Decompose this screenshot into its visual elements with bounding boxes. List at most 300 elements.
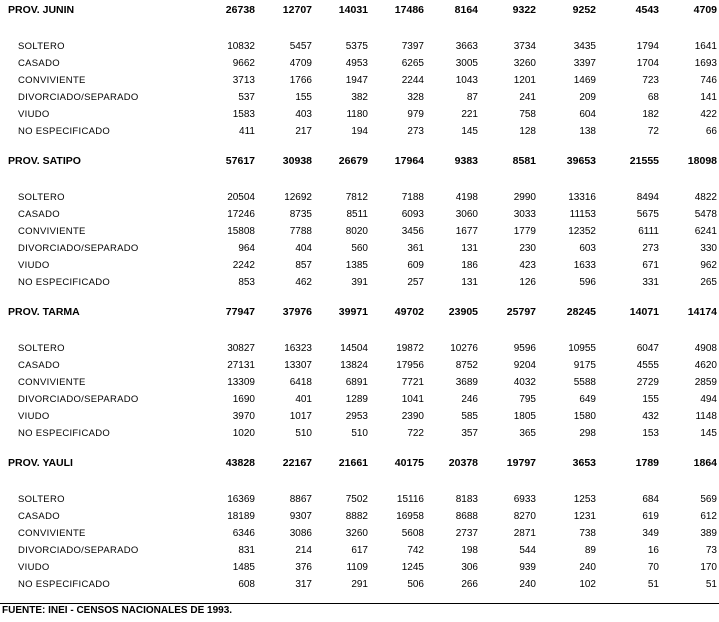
value-cell: 9662	[232, 58, 255, 69]
value-cell: 39653	[566, 155, 596, 167]
value-cell: 857	[295, 260, 312, 271]
value-cell: 9596	[513, 343, 536, 354]
row-label: CONVIVIENTE	[18, 75, 86, 86]
table-row	[0, 208, 719, 222]
value-cell: 742	[407, 545, 424, 556]
value-cell: 23905	[448, 306, 478, 318]
value-cell: 240	[579, 562, 596, 573]
value-cell: 1794	[636, 41, 659, 52]
table-row	[0, 359, 719, 373]
value-cell: 13316	[568, 192, 596, 203]
value-cell: 128	[519, 126, 536, 137]
value-cell: 964	[238, 243, 255, 254]
value-cell: 3663	[455, 41, 478, 52]
row-label: CASADO	[18, 58, 60, 69]
value-cell: 20378	[448, 457, 478, 469]
value-cell: 7502	[345, 494, 368, 505]
value-cell: 17486	[394, 4, 424, 16]
value-cell: 4198	[455, 192, 478, 203]
value-cell: 217	[295, 126, 312, 137]
value-cell: 145	[461, 126, 478, 137]
value-cell: 11153	[569, 209, 596, 220]
value-cell: 3060	[455, 209, 478, 220]
value-cell: 241	[519, 92, 536, 103]
value-cell: 18098	[687, 155, 717, 167]
value-cell: 240	[519, 579, 536, 590]
value-cell: 89	[584, 545, 596, 556]
value-cell: 596	[579, 277, 596, 288]
value-cell: 14174	[687, 306, 717, 318]
value-cell: 68	[647, 92, 659, 103]
value-cell: 723	[642, 75, 659, 86]
value-cell: 19797	[506, 457, 536, 469]
value-cell: 49702	[394, 306, 424, 318]
value-cell: 1385	[345, 260, 368, 271]
value-cell: 423	[519, 260, 536, 271]
value-cell: 1485	[232, 562, 255, 573]
province-name: PROV. TARMA	[8, 306, 80, 318]
value-cell: 671	[642, 260, 659, 271]
value-cell: 6111	[638, 226, 659, 237]
value-cell: 7397	[401, 41, 424, 52]
value-cell: 57617	[225, 155, 255, 167]
value-cell: 273	[407, 126, 424, 137]
value-cell: 2737	[455, 528, 478, 539]
value-cell: 27131	[227, 360, 255, 371]
value-cell: 4709	[289, 58, 312, 69]
value-cell: 1201	[513, 75, 536, 86]
value-cell: 13307	[284, 360, 312, 371]
row-label: NO ESPECIFICADO	[18, 579, 111, 590]
value-cell: 20504	[227, 192, 255, 203]
value-cell: 153	[642, 428, 659, 439]
value-cell: 8183	[455, 494, 478, 505]
value-cell: 28245	[566, 306, 596, 318]
row-label: DIVORCIADO/SEPARADO	[18, 394, 139, 405]
value-cell: 6933	[513, 494, 536, 505]
value-cell: 4555	[636, 360, 659, 371]
value-cell: 9204	[513, 360, 536, 371]
value-cell: 403	[295, 109, 312, 120]
value-cell: 9252	[572, 4, 596, 16]
table-row	[0, 125, 719, 139]
table-row	[0, 342, 719, 356]
province-total-row	[0, 3, 719, 17]
value-cell: 77947	[225, 306, 255, 318]
value-cell: 3260	[345, 528, 368, 539]
value-cell: 25797	[506, 306, 536, 318]
table-row	[0, 91, 719, 105]
value-cell: 3260	[513, 58, 536, 69]
value-cell: 1704	[636, 58, 659, 69]
table-row	[0, 225, 719, 239]
value-cell: 194	[351, 126, 368, 137]
value-cell: 3397	[573, 58, 596, 69]
value-cell: 4908	[694, 343, 717, 354]
value-cell: 853	[238, 277, 255, 288]
row-label: SOLTERO	[18, 343, 65, 354]
value-cell: 7721	[401, 377, 424, 388]
value-cell: 186	[461, 260, 478, 271]
value-cell: 5675	[636, 209, 659, 220]
value-cell: 145	[700, 428, 717, 439]
row-label: CONVIVIENTE	[18, 528, 86, 539]
value-cell: 738	[579, 528, 596, 539]
value-cell: 13824	[340, 360, 368, 371]
row-label: VIUDO	[18, 411, 50, 422]
value-cell: 12707	[282, 4, 312, 16]
value-cell: 15116	[396, 494, 424, 505]
value-cell: 1289	[345, 394, 368, 405]
value-cell: 3456	[401, 226, 424, 237]
value-cell: 1641	[694, 41, 717, 52]
value-cell: 16369	[227, 494, 255, 505]
value-cell: 7188	[401, 192, 424, 203]
value-cell: 1583	[232, 109, 255, 120]
value-cell: 37976	[282, 306, 312, 318]
value-cell: 608	[238, 579, 255, 590]
value-cell: 9175	[573, 360, 596, 371]
value-cell: 14504	[340, 343, 368, 354]
row-label: CASADO	[18, 209, 60, 220]
value-cell: 3005	[455, 58, 478, 69]
table-row	[0, 191, 719, 205]
value-cell: 6241	[694, 226, 717, 237]
table-row	[0, 493, 719, 507]
value-cell: 1020	[232, 428, 255, 439]
value-cell: 609	[407, 260, 424, 271]
value-cell: 8270	[513, 511, 536, 522]
value-cell: 182	[642, 109, 659, 120]
value-cell: 6047	[636, 343, 659, 354]
value-cell: 8735	[289, 209, 312, 220]
value-cell: 537	[238, 92, 255, 103]
value-cell: 2242	[232, 260, 255, 271]
value-cell: 3689	[455, 377, 478, 388]
value-cell: 330	[700, 243, 717, 254]
value-cell: 1245	[401, 562, 424, 573]
table-row	[0, 74, 719, 88]
value-cell: 462	[295, 277, 312, 288]
value-cell: 569	[700, 494, 717, 505]
value-cell: 22167	[282, 457, 312, 469]
row-label: NO ESPECIFICADO	[18, 277, 111, 288]
value-cell: 12352	[568, 226, 596, 237]
table-row	[0, 376, 719, 390]
value-cell: 26679	[338, 155, 368, 167]
value-cell: 722	[407, 428, 424, 439]
value-cell: 66	[705, 126, 717, 137]
value-cell: 2953	[345, 411, 368, 422]
row-label: CONVIVIENTE	[18, 377, 86, 388]
value-cell: 4709	[693, 4, 717, 16]
value-cell: 684	[642, 494, 659, 505]
value-cell: 619	[642, 511, 659, 522]
value-cell: 8882	[345, 511, 368, 522]
value-cell: 51	[705, 579, 717, 590]
value-cell: 422	[700, 109, 717, 120]
value-cell: 12692	[284, 192, 312, 203]
value-cell: 4953	[345, 58, 368, 69]
value-cell: 357	[461, 428, 478, 439]
row-label: CONVIVIENTE	[18, 226, 86, 237]
value-cell: 14071	[629, 306, 659, 318]
value-cell: 349	[642, 528, 659, 539]
value-cell: 1041	[401, 394, 424, 405]
value-cell: 6418	[289, 377, 312, 388]
value-cell: 6891	[345, 377, 368, 388]
value-cell: 382	[351, 92, 368, 103]
row-label: NO ESPECIFICADO	[18, 428, 111, 439]
value-cell: 3713	[232, 75, 255, 86]
value-cell: 10832	[227, 41, 255, 52]
value-cell: 361	[407, 243, 424, 254]
value-cell: 198	[461, 545, 478, 556]
value-cell: 3086	[289, 528, 312, 539]
value-cell: 14031	[338, 4, 368, 16]
value-cell: 51	[647, 579, 659, 590]
value-cell: 758	[519, 109, 536, 120]
value-cell: 560	[351, 243, 368, 254]
value-cell: 510	[295, 428, 312, 439]
row-label: SOLTERO	[18, 192, 65, 203]
value-cell: 2871	[513, 528, 536, 539]
value-cell: 432	[642, 411, 659, 422]
value-cell: 1693	[694, 58, 717, 69]
value-cell: 5375	[345, 41, 368, 52]
value-cell: 7812	[345, 192, 368, 203]
value-cell: 411	[239, 126, 255, 137]
province-total-row	[0, 305, 719, 319]
value-cell: 979	[407, 109, 424, 120]
value-cell: 8164	[454, 4, 478, 16]
value-cell: 306	[461, 562, 478, 573]
value-cell: 1231	[573, 511, 596, 522]
value-cell: 1690	[232, 394, 255, 405]
row-label: DIVORCIADO/SEPARADO	[18, 545, 139, 556]
value-cell: 30938	[282, 155, 312, 167]
value-cell: 73	[705, 545, 717, 556]
value-cell: 13309	[227, 377, 255, 388]
value-cell: 328	[407, 92, 424, 103]
value-cell: 72	[647, 126, 659, 137]
value-cell: 962	[700, 260, 717, 271]
value-cell: 4822	[694, 192, 717, 203]
value-cell: 17956	[396, 360, 424, 371]
table-row	[0, 527, 719, 541]
value-cell: 138	[579, 126, 596, 137]
value-cell: 376	[295, 562, 312, 573]
value-cell: 649	[579, 394, 596, 405]
value-cell: 26738	[225, 4, 255, 16]
value-cell: 291	[351, 579, 368, 590]
value-cell: 155	[642, 394, 659, 405]
value-cell: 2990	[513, 192, 536, 203]
value-cell: 3734	[513, 41, 536, 52]
value-cell: 2244	[401, 75, 424, 86]
row-label: SOLTERO	[18, 494, 65, 505]
value-cell: 102	[579, 579, 596, 590]
value-cell: 21661	[338, 457, 368, 469]
value-cell: 8494	[636, 192, 659, 203]
value-cell: 155	[295, 92, 312, 103]
row-label: VIUDO	[18, 562, 50, 573]
value-cell: 939	[519, 562, 536, 573]
value-cell: 16323	[284, 343, 312, 354]
value-cell: 8867	[289, 494, 312, 505]
value-cell: 15808	[227, 226, 255, 237]
value-cell: 5457	[289, 41, 312, 52]
value-cell: 1779	[513, 226, 536, 237]
value-cell: 3435	[573, 41, 596, 52]
value-cell: 17246	[227, 209, 255, 220]
value-cell: 8581	[512, 155, 536, 167]
table-row	[0, 57, 719, 71]
value-cell: 16	[647, 545, 659, 556]
value-cell: 8752	[455, 360, 478, 371]
value-cell: 246	[461, 394, 478, 405]
value-cell: 7788	[289, 226, 312, 237]
value-cell: 6265	[401, 58, 424, 69]
value-cell: 365	[519, 428, 536, 439]
value-cell: 617	[351, 545, 368, 556]
table-row	[0, 40, 719, 54]
table-row	[0, 510, 719, 524]
row-label: DIVORCIADO/SEPARADO	[18, 92, 139, 103]
value-cell: 40175	[394, 457, 424, 469]
table-row	[0, 578, 719, 592]
row-label: SOLTERO	[18, 41, 65, 52]
value-cell: 1580	[573, 411, 596, 422]
value-cell: 209	[579, 92, 596, 103]
value-cell: 1864	[693, 457, 717, 469]
value-cell: 1109	[346, 562, 368, 573]
value-cell: 544	[519, 545, 536, 556]
value-cell: 1677	[455, 226, 478, 237]
row-label: NO ESPECIFICADO	[18, 126, 111, 137]
value-cell: 9307	[289, 511, 312, 522]
value-cell: 2390	[401, 411, 424, 422]
value-cell: 5478	[694, 209, 717, 220]
value-cell: 126	[519, 277, 536, 288]
value-cell: 19872	[396, 343, 424, 354]
footer-divider	[0, 603, 719, 604]
value-cell: 604	[579, 109, 596, 120]
value-cell: 230	[519, 243, 536, 254]
value-cell: 746	[700, 75, 717, 86]
value-cell: 612	[700, 511, 717, 522]
value-cell: 6093	[401, 209, 424, 220]
table-row	[0, 410, 719, 424]
province-total-row	[0, 456, 719, 470]
value-cell: 1017	[289, 411, 312, 422]
value-cell: 21555	[629, 155, 659, 167]
value-cell: 298	[579, 428, 596, 439]
value-cell: 585	[461, 411, 478, 422]
value-cell: 1805	[513, 411, 536, 422]
value-cell: 87	[466, 92, 478, 103]
value-cell: 131	[461, 277, 478, 288]
value-cell: 1148	[695, 411, 717, 422]
province-name: PROV. YAULI	[8, 457, 73, 469]
value-cell: 265	[700, 277, 717, 288]
table-row	[0, 544, 719, 558]
value-cell: 510	[351, 428, 368, 439]
value-cell: 831	[238, 545, 255, 556]
value-cell: 266	[461, 579, 478, 590]
value-cell: 43828	[225, 457, 255, 469]
value-cell: 2859	[694, 377, 717, 388]
value-cell: 4543	[635, 4, 659, 16]
row-label: DIVORCIADO/SEPARADO	[18, 243, 139, 254]
table-row	[0, 276, 719, 290]
value-cell: 214	[295, 545, 312, 556]
province-total-row	[0, 154, 719, 168]
province-name: PROV. SATIPO	[8, 155, 81, 167]
value-cell: 16958	[396, 511, 424, 522]
value-cell: 391	[351, 277, 368, 288]
value-cell: 3033	[513, 209, 536, 220]
row-label: VIUDO	[18, 260, 50, 271]
row-label: VIUDO	[18, 109, 50, 120]
row-label: CASADO	[18, 511, 60, 522]
value-cell: 1253	[573, 494, 596, 505]
value-cell: 10276	[450, 343, 478, 354]
table-row	[0, 108, 719, 122]
table-row	[0, 259, 719, 273]
value-cell: 30827	[227, 343, 255, 354]
value-cell: 795	[519, 394, 536, 405]
value-cell: 257	[407, 277, 424, 288]
value-cell: 10955	[568, 343, 596, 354]
value-cell: 1766	[289, 75, 312, 86]
value-cell: 8020	[345, 226, 368, 237]
value-cell: 3653	[572, 457, 596, 469]
value-cell: 494	[700, 394, 717, 405]
table-row	[0, 393, 719, 407]
source-note: FUENTE: INEI - CENSOS NACIONALES DE 1993.	[2, 605, 233, 616]
value-cell: 141	[700, 92, 717, 103]
value-cell: 8688	[455, 511, 478, 522]
value-cell: 9383	[454, 155, 478, 167]
value-cell: 1469	[573, 75, 596, 86]
row-label: CASADO	[18, 360, 60, 371]
value-cell: 1633	[573, 260, 596, 271]
value-cell: 4032	[513, 377, 536, 388]
table-row	[0, 561, 719, 575]
value-cell: 331	[642, 277, 659, 288]
value-cell: 404	[295, 243, 312, 254]
value-cell: 70	[647, 562, 659, 573]
value-cell: 603	[579, 243, 596, 254]
value-cell: 17964	[394, 155, 424, 167]
province-name: PROV. JUNIN	[8, 4, 75, 16]
value-cell: 6346	[232, 528, 255, 539]
value-cell: 9322	[512, 4, 536, 16]
value-cell: 221	[461, 109, 478, 120]
value-cell: 8511	[346, 209, 368, 220]
value-cell: 317	[295, 579, 312, 590]
value-cell: 401	[295, 394, 312, 405]
value-cell: 1789	[635, 457, 659, 469]
value-cell: 506	[407, 579, 424, 590]
value-cell: 2729	[636, 377, 659, 388]
value-cell: 389	[700, 528, 717, 539]
value-cell: 18189	[227, 511, 255, 522]
value-cell: 5588	[573, 377, 596, 388]
table-row	[0, 242, 719, 256]
value-cell: 5608	[401, 528, 424, 539]
